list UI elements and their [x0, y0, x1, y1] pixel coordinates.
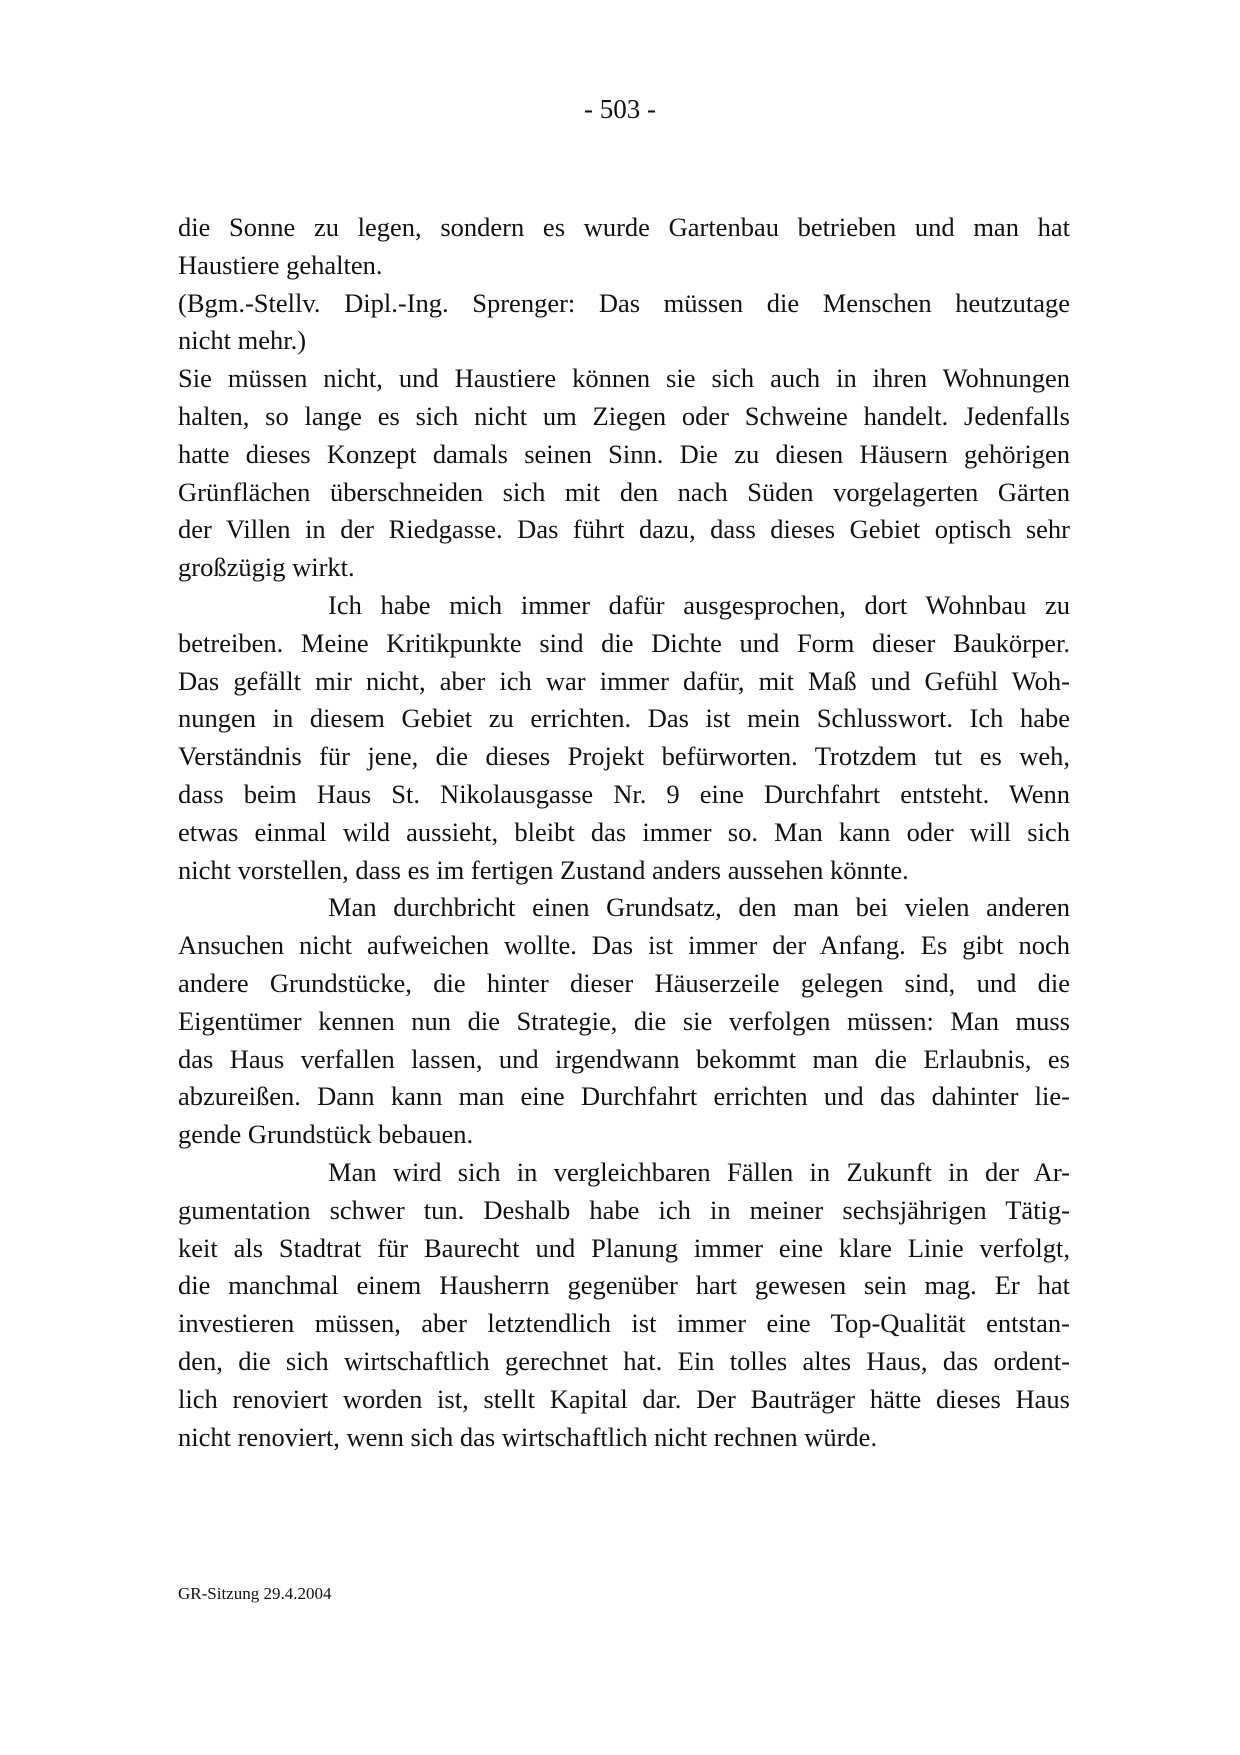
text-line: nicht renoviert, wenn sich das wirtschaftlich nicht rechnen würde.: [178, 1421, 878, 1452]
text-line: der Villen in der Riedgasse. Das führt dazu, dass dieses Gebiet optisch sehr: [178, 514, 1070, 545]
text-line: (Bgm.-Stellv. Dipl.-Ing. Sprenger: Das müssen die Menschen heutzutage: [178, 287, 1070, 318]
text-line: investieren müssen, aber letztendlich ist immer eine Top-Qualität entstan-: [178, 1308, 1070, 1339]
text-line: Grünflächen überschneiden sich mit den nach Süden vorgelagerten Gärten: [178, 476, 1070, 507]
text-line: andere Grundstücke, die hinter dieser Häuserzeile gelegen sind, und die: [178, 967, 1070, 998]
text-line: lich renoviert worden ist, stellt Kapital dar. Der Bauträger hätte dieses Haus: [178, 1383, 1070, 1414]
text-line: nicht mehr.): [178, 325, 307, 356]
text-line: das Haus verfallen lassen, und irgendwann bekommt man die Erlaubnis, es: [178, 1043, 1070, 1074]
text-line: dass beim Haus St. Nikolausgasse Nr. 9 eine Durchfahrt entsteht. Wenn: [178, 778, 1070, 809]
text-line: Eigentümer kennen nun die Strategie, die sie verfolgen müssen: Man muss: [178, 1005, 1070, 1036]
text-line: großzügig wirkt.: [178, 552, 355, 583]
text-line: Ich habe mich immer dafür ausgesprochen, dort Wohnbau zu: [328, 589, 1070, 620]
text-line: hatte dieses Konzept damals seinen Sinn. Die zu diesen Häusern gehörigen: [178, 438, 1070, 469]
text-line: Verständnis für jene, die dieses Projekt befürworten. Trotzdem tut es weh,: [178, 741, 1070, 772]
text-line: Sie müssen nicht, und Haustiere können sie sich auch in ihren Wohnungen: [178, 363, 1070, 394]
text-line: Das gefällt mir nicht, aber ich war immer dafür, mit Maß und Gefühl Woh-: [178, 665, 1070, 696]
text-line: Man durchbricht einen Grundsatz, den man bei vielen anderen: [328, 892, 1070, 923]
text-line: den, die sich wirtschaftlich gerechnet hat. Ein tolles altes Haus, das ordent-: [178, 1345, 1070, 1376]
text-line: etwas einmal wild aussieht, bleibt das immer so. Man kann oder will sich: [178, 816, 1070, 847]
text-line: die manchmal einem Hausherrn gegenüber hart gewesen sein mag. Er hat: [178, 1270, 1070, 1301]
text-line: gende Grundstück bebauen.: [178, 1119, 474, 1150]
body-text: [178, 209, 1070, 1456]
text-line: halten, so lange es sich nicht um Ziegen oder Schweine handelt. Jedenfalls: [178, 400, 1070, 431]
text-line: nungen in diesem Gebiet zu errichten. Das ist mein Schlusswort. Ich habe: [178, 703, 1070, 734]
text-line: Ansuchen nicht aufweichen wollte. Das ist immer der Anfang. Es gibt noch: [178, 930, 1070, 961]
text-line: nicht vorstellen, dass es im fertigen Zustand anders aussehen könnte.: [178, 854, 909, 885]
text-line: Man wird sich in vergleichbaren Fällen in Zukunft in der Ar-: [328, 1156, 1070, 1187]
text-line: die Sonne zu legen, sondern es wurde Gartenbau betrieben und man hat: [178, 212, 1070, 242]
text-line: abzureißen. Dann kann man eine Durchfahrt errichten und das dahinter lie-: [178, 1081, 1070, 1112]
text-line: keit als Stadtrat für Baurecht und Planung immer eine klare Linie verfolgt,: [178, 1232, 1070, 1263]
text-line: Haustiere gehalten.: [178, 249, 383, 280]
text-line: betreiben. Meine Kritikpunkte sind die Dichte und Form dieser Baukörper.: [178, 627, 1070, 658]
footer-session-date: GR-Sitzung 29.4.2004: [178, 1584, 332, 1603]
page-number: - 503 -: [584, 94, 656, 124]
text-line: gumentation schwer tun. Deshalb habe ich in meiner sechsjährigen Tätig-: [178, 1194, 1070, 1225]
